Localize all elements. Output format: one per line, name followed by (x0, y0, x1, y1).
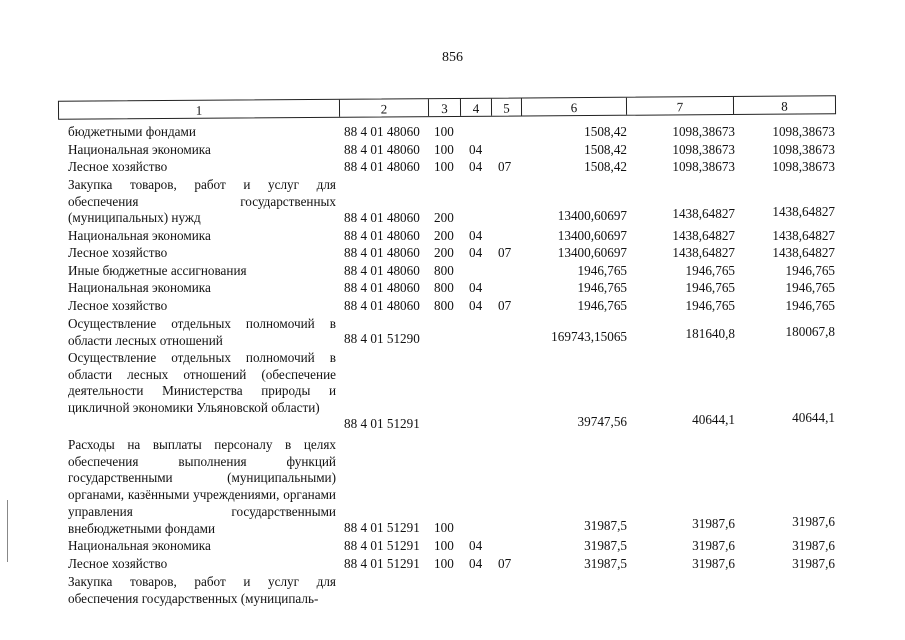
row-value-2024: 31987,6 (692, 538, 735, 553)
row-value-2023: 1946,765 (577, 298, 627, 313)
row-name: Осуществление отдельных полномочий в области лесных отношений (68, 316, 336, 348)
row-code: 88 4 01 51291 (344, 556, 420, 571)
row-vr: 200 (434, 210, 454, 225)
row-value-2025: 1438,64827 (772, 245, 835, 260)
row-vr: 100 (434, 124, 454, 139)
row-rz: 04 (469, 556, 483, 571)
row-vr: 200 (434, 245, 454, 260)
header-col-5: 5 (491, 98, 521, 115)
row-pr: 07 (498, 159, 512, 174)
row-value-2023: 39747,56 (577, 414, 627, 429)
row-rz: 04 (469, 538, 483, 553)
row-code: 88 4 01 48060 (344, 124, 420, 139)
row-rz: 04 (469, 228, 483, 243)
row-value-2023: 13400,60697 (557, 245, 627, 260)
row-value-2024: 1438,64827 (672, 228, 735, 243)
row-value-2024: 31987,6 (692, 516, 735, 531)
row-code: 88 4 01 48060 (344, 263, 420, 278)
row-vr: 100 (434, 538, 454, 553)
row-name: Иные бюджетные ассигнования (68, 263, 247, 278)
row-value-2024: 1098,38673 (672, 124, 735, 139)
row-name: Национальная экономика (68, 538, 211, 553)
row-vr: 100 (434, 556, 454, 571)
row-code: 88 4 01 51290 (344, 331, 420, 346)
row-code: 88 4 01 48060 (344, 228, 420, 243)
scan-edge-mark (7, 500, 8, 562)
row-name: Закупка товаров, работ и услуг для обеспечения государственных (муниципальных) нужд (68, 177, 336, 226)
row-name: Расходы на выплаты персоналу в целях обеспечения выполнения функций государственными (муниципальными) органами, казёнными учреждениями, органами управления государственными внебюджетными фондами (68, 437, 336, 536)
row-name: Осуществление отдельных полномочий в области лесных отношений (обеспечение деятельности Министерства природы и цикличной экономики Ульяновской области) (68, 350, 336, 416)
row-value-2025: 1438,64827 (772, 228, 835, 243)
row-vr: 800 (434, 298, 454, 313)
row-value-2023: 31987,5 (584, 518, 627, 533)
row-value-2024: 31987,6 (692, 556, 735, 571)
row-value-2025: 1946,765 (785, 280, 835, 295)
page-number: 856 (442, 50, 463, 65)
row-rz: 04 (469, 245, 483, 260)
row-name: Национальная экономика (68, 142, 211, 157)
row-value-2023: 13400,60697 (557, 208, 627, 223)
row-rz: 04 (469, 298, 483, 313)
row-rz: 04 (469, 280, 483, 295)
row-value-2023: 31987,5 (584, 538, 627, 553)
row-name: Национальная экономика (68, 280, 211, 295)
row-value-2023: 13400,60697 (557, 228, 627, 243)
row-name: Закупка товаров, работ и услуг для обеспечения государственных (муниципаль- (68, 574, 336, 606)
row-code: 88 4 01 48060 (344, 245, 420, 260)
row-value-2023: 1946,765 (577, 280, 627, 295)
row-value-2024: 1946,765 (685, 280, 735, 295)
row-value-2023: 1508,42 (584, 159, 627, 174)
row-pr: 07 (498, 556, 512, 571)
row-code: 88 4 01 51291 (344, 520, 420, 535)
row-vr: 100 (434, 520, 454, 535)
row-name: Национальная экономика (68, 228, 211, 243)
row-value-2023: 1508,42 (584, 124, 627, 139)
row-name: Лесное хозяйство (68, 245, 168, 260)
row-value-2025: 1438,64827 (772, 204, 835, 219)
row-name: Лесное хозяйство (68, 298, 168, 313)
row-vr: 100 (434, 142, 454, 157)
row-value-2024: 1438,64827 (672, 245, 735, 260)
row-value-2023: 169743,15065 (551, 329, 627, 344)
row-code: 88 4 01 48060 (344, 280, 420, 295)
header-col-7: 7 (626, 97, 733, 115)
row-code: 88 4 01 51291 (344, 538, 420, 553)
row-value-2024: 1098,38673 (672, 142, 735, 157)
row-value-2025: 180067,8 (785, 324, 835, 339)
row-value-2023: 31987,5 (584, 556, 627, 571)
row-rz: 04 (469, 142, 483, 157)
row-value-2024: 1946,765 (685, 298, 735, 313)
row-value-2025: 1098,38673 (772, 124, 835, 139)
header-col-6: 6 (521, 98, 626, 116)
row-value-2024: 1438,64827 (672, 206, 735, 221)
header-col-8: 8 (733, 96, 835, 114)
row-value-2025: 31987,6 (792, 538, 835, 553)
row-name: бюджетными фондами (68, 124, 196, 139)
header-col-3: 3 (428, 99, 460, 116)
row-code: 88 4 01 48060 (344, 159, 420, 174)
row-value-2024: 40644,1 (692, 412, 735, 427)
row-value-2024: 1946,765 (685, 263, 735, 278)
row-name: Лесное хозяйство (68, 556, 168, 571)
row-value-2025: 31987,6 (792, 556, 835, 571)
row-value-2023: 1508,42 (584, 142, 627, 157)
row-value-2024: 181640,8 (685, 326, 735, 341)
row-rz: 04 (469, 159, 483, 174)
row-value-2024: 1098,38673 (672, 159, 735, 174)
row-value-2025: 1098,38673 (772, 142, 835, 157)
header-col-1: 1 (195, 102, 203, 118)
row-code: 88 4 01 48060 (344, 210, 420, 225)
row-value-2025: 40644,1 (792, 410, 835, 425)
row-value-2025: 1098,38673 (772, 159, 835, 174)
row-code: 88 4 01 48060 (344, 298, 420, 313)
row-vr: 800 (434, 280, 454, 295)
row-code: 88 4 01 48060 (344, 142, 420, 157)
header-col-2: 2 (339, 99, 428, 117)
row-value-2025: 1946,765 (785, 263, 835, 278)
row-name: Лесное хозяйство (68, 159, 168, 174)
row-value-2025: 1946,765 (785, 298, 835, 313)
row-vr: 200 (434, 228, 454, 243)
row-pr: 07 (498, 298, 512, 313)
row-code: 88 4 01 51291 (344, 416, 420, 431)
row-pr: 07 (498, 245, 512, 260)
row-vr: 100 (434, 159, 454, 174)
row-vr: 800 (434, 263, 454, 278)
header-col-4: 4 (460, 99, 491, 116)
row-value-2025: 31987,6 (792, 514, 835, 529)
row-value-2023: 1946,765 (577, 263, 627, 278)
